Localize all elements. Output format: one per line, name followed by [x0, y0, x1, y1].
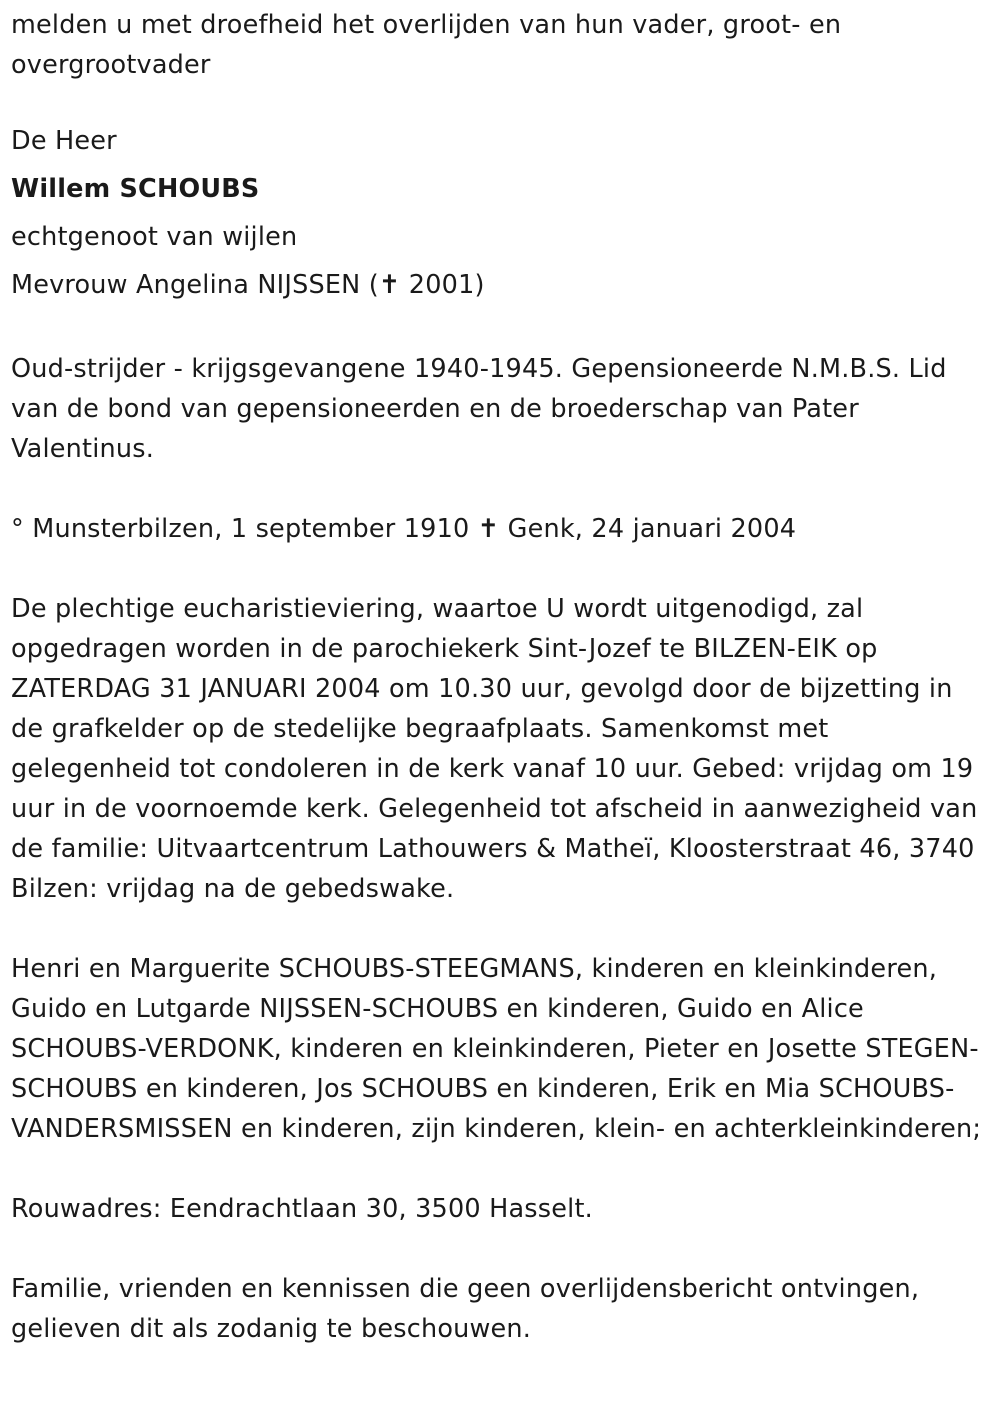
- closing-note: Familie, vrienden en kennissen die geen overlijdensbericht ontvingen, gelieven dit als zodanig te beschouwen.: [11, 1274, 920, 1344]
- family-list: Henri en Marguerite SCHOUBS-STEEGMANS, kinderen en kleinkinderen, Guido en Lutgarde NIJSSEN-SCHOUBS en kinderen, Guido en Alice SCHOUBS-VERDONK, kinderen en kleinkinderen, Pieter en Josette STEGEN-SCHOUBS en kinderen, Jos SCHOUBS en kinderen, Erik en Mia SCHOUBS-VANDERSMISSEN en kinderen, zijn kinderen, klein- en achterkleinkinderen;: [11, 954, 982, 1144]
- spouse-death-year: 2001): [408, 270, 485, 300]
- spouse-relation: echtgenoot van wijlen: [11, 222, 298, 252]
- death-cross-icon: ✝: [477, 514, 500, 544]
- obituary-notice: [11, 5, 993, 1349]
- intro-text: melden u met droefheid het overlijden van hun vader, groot- en overgrootvader: [11, 10, 842, 80]
- service-details: De plechtige eucharistieviering, waartoe U wordt uitgenodigd, zal opgedragen worden in de parochiekerk Sint-Jozef te BILZEN-EIK op ZATERDAG 31 JANUARI 2004 om 10.30 uur, gevolgd door de bijzetting in de grafkelder op de stedelijke begraafplaats. Samenkomst met gelegenheid tot condoleren in de kerk vanaf 10 uur. Gebed: vrijdag om 19 uur in de voornoemde kerk. Gelegenheid tot afscheid in aanwezigheid van de familie: Uitvaartcentrum Lathouwers & Matheï, Kloosterstraat 46, 3740 Bilzen: vrijdag na de gebedswake.: [11, 594, 978, 904]
- birth-text: ° Munsterbilzen, 1 september 1910: [11, 514, 470, 544]
- deceased-name: Willem SCHOUBS: [11, 174, 260, 204]
- biography: Oud-strijder - krijgsgevangene 1940-1945. Gepensioneerde N.M.B.S. Lid van de bond van gepensioneerden en de broederschap van Pater Valentinus.: [11, 354, 947, 464]
- honorific: De Heer: [11, 126, 117, 156]
- deceased-block: [11, 117, 993, 309]
- death-text: Genk, 24 januari 2004: [507, 514, 797, 544]
- cross-icon: ✝: [378, 270, 401, 300]
- life-dates: [11, 509, 993, 549]
- spouse-name: Mevrouw Angelina NIJSSEN (: [11, 270, 379, 300]
- spouse-line: [11, 261, 993, 309]
- mourning-address: Rouwadres: Eendrachtlaan 30, 3500 Hasselt.: [11, 1194, 593, 1224]
